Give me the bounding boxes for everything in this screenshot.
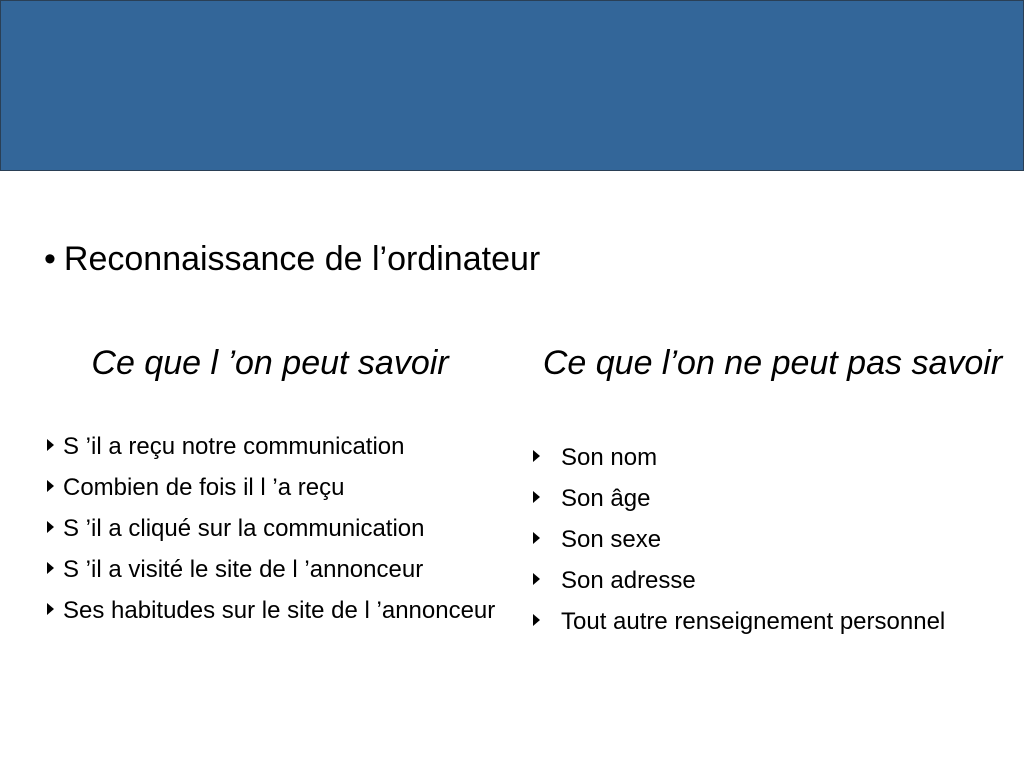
list-item: [46, 512, 516, 546]
triangle-right-icon: [533, 450, 540, 462]
triangle-right-icon: [47, 603, 54, 615]
list-item-text: Ses habitudes sur le site de l ’annonceur: [63, 597, 496, 624]
list-item: [532, 441, 952, 475]
main-bullet: [44, 237, 540, 281]
triangle-right-icon: [533, 573, 540, 585]
triangle-right-icon: [47, 521, 54, 533]
list-item: [532, 523, 952, 557]
list-item: [532, 605, 952, 639]
triangle-right-icon: [47, 562, 54, 574]
list-item: [46, 471, 516, 505]
list-item-text: Son nom: [561, 444, 658, 471]
triangle-right-icon: [533, 614, 540, 626]
list-item-text: Son adresse: [561, 567, 696, 594]
list-item: [532, 482, 952, 516]
list-item-text: Son sexe: [561, 526, 662, 553]
bullet-dot-icon: •: [44, 240, 56, 278]
header-band: [0, 0, 1024, 171]
list-item: [532, 564, 952, 598]
list-item-text: S ’il a reçu notre communication: [63, 433, 405, 460]
list-item: [46, 553, 516, 587]
list-item: [46, 430, 516, 464]
list-item-text: S ’il a visité le site de l ’annonceur: [63, 556, 424, 583]
left-column-heading: Ce que l ’on peut savoir: [91, 344, 449, 382]
left-column-list: [46, 430, 516, 635]
list-item-text: S ’il a cliqué sur la communication: [63, 515, 425, 542]
right-column-list: [532, 441, 952, 646]
main-bullet-text: Reconnaissance de l’ordinateur: [63, 240, 541, 278]
list-item-text: Son âge: [561, 485, 651, 512]
list-item-text: Combien de fois il l ’a reçu: [63, 474, 345, 501]
list-item-text: Tout autre renseignement personnel: [561, 608, 946, 635]
triangle-right-icon: [47, 480, 54, 492]
triangle-right-icon: [533, 491, 540, 503]
triangle-right-icon: [533, 532, 540, 544]
right-column-heading: Ce que l’on ne peut pas savoir: [542, 344, 1003, 382]
triangle-right-icon: [47, 439, 54, 451]
list-item: [46, 594, 516, 628]
